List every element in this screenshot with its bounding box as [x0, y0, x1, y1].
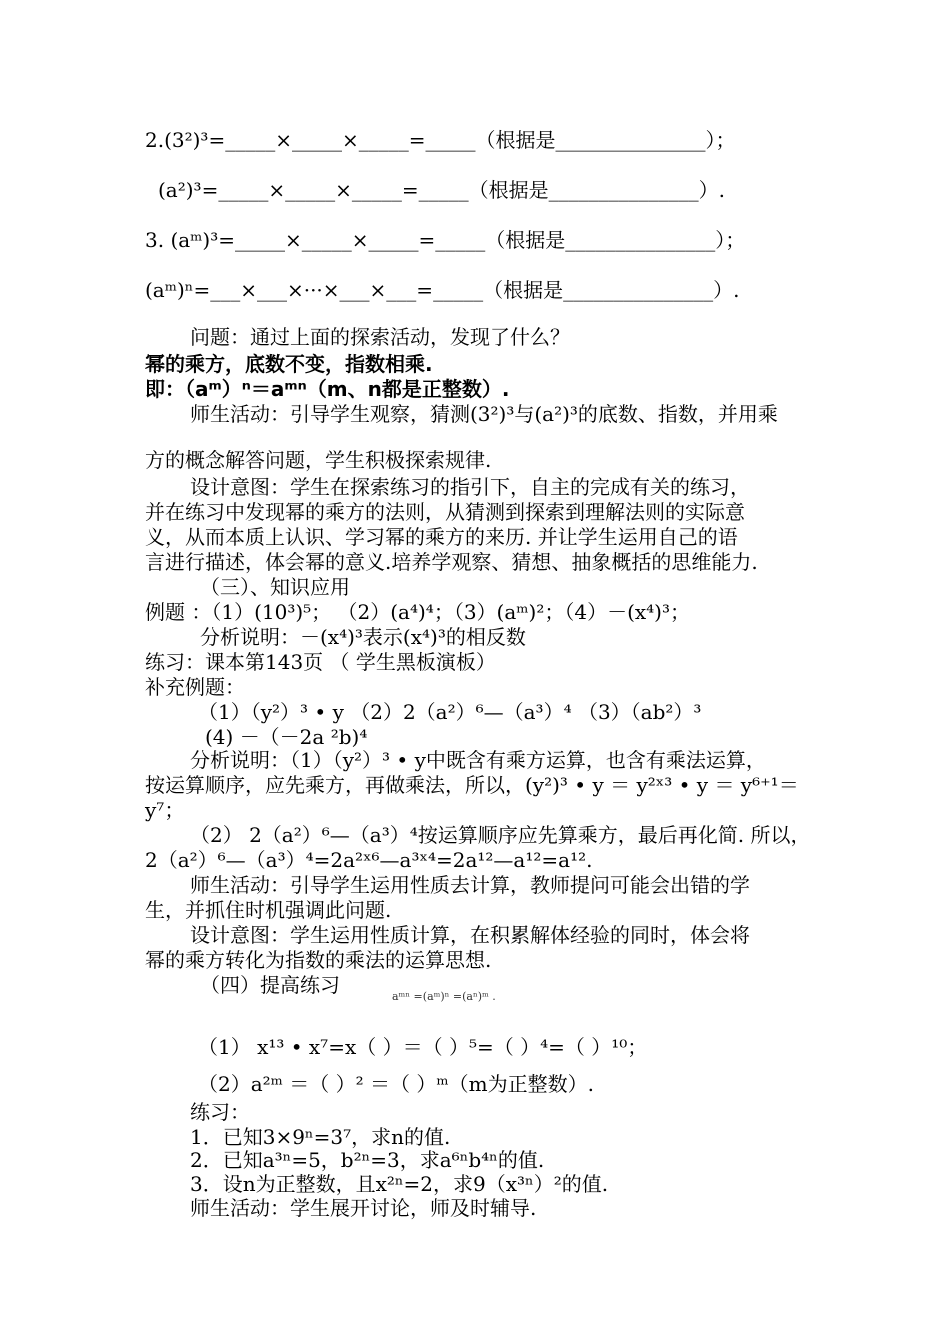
text-line: 并在练习中发现幂的乘方的法则，从猜测到探索到理解法则的实际意 [145, 500, 745, 524]
text-line: 3. (aᵐ)³=_____×_____×_____=_____（根据是_______________）； [145, 228, 746, 252]
text-line: (4) －（－2a ²b)⁴ [205, 725, 368, 749]
text-line: (aᵐ)ⁿ=___×___×···×___×___=_____（根据是_______________）. [145, 278, 740, 302]
text-line: （1）（y²）³ • y （2）2（a²）⁶—（a³）⁴ （3）（ab²）³ [198, 700, 702, 724]
text-line: 言进行描述，体会幂的意义.培养学观察、猜想、抽象概括的思维能力. [145, 550, 758, 574]
text-line: 分析说明：（1）（y²）³ • y中既含有乘方运算，也含有乘法运算， [190, 748, 766, 772]
text-line: 按运算顺序，应先乘方，再做乘法，所以，(y²)³ • y ＝ y²ˣ³ • y ＝ y⁶⁺¹＝ [145, 773, 799, 797]
text-line: （三）、知识应用 [200, 575, 350, 599]
text-line: aᵐⁿ =(aᵐ)ⁿ =(aⁿ)ᵐ . [392, 990, 496, 1003]
text-line: (a²)³=_____×_____×_____=_____（根据是_______________）. [158, 178, 725, 202]
text-line: 1．已知3×9ⁿ=3⁷，求n的值. [190, 1125, 451, 1149]
text-line: 幂的乘方转化为指数的乘法的运算思想. [145, 948, 492, 972]
text-line: 练习：课本第143页 （ 学生黑板演板） [145, 650, 496, 674]
text-line: 补充例题： [145, 675, 245, 699]
text-line: 3．设n为正整数，且x²ⁿ=2，求9（x³ⁿ）²的值. [190, 1172, 609, 1196]
text-line: （2）a²ᵐ ＝（ ）² ＝（ ）ᵐ（m为正整数）. [198, 1072, 594, 1096]
text-line: 分析说明：－(x⁴)³表示(x⁴)³的相反数 [200, 625, 526, 649]
text-line: （1） x¹³ • x⁷=x（ ）＝（ ）⁵=（ ）⁴=（ ）¹⁰； [198, 1035, 648, 1059]
text-line: 幂的乘方，底数不变，指数相乘. [145, 352, 433, 376]
text-line: 2．已知a³ⁿ=5，b²ⁿ=3，求a⁶ⁿb⁴ⁿ的值. [190, 1148, 545, 1172]
text-line: 即：（aᵐ）ⁿ＝aᵐⁿ（m、n都是正整数）. [145, 377, 510, 401]
text-line: 问题：通过上面的探索活动，发现了什么？ [190, 325, 570, 349]
text-line: （四）提高练习 [200, 973, 340, 997]
text-line: 义，从而本质上认识、学习幂的乘方的来历. 并让学生运用自己的语 [145, 525, 738, 549]
text-line: 师生活动：引导学生观察，猜测(3²)³与(a²)³的底数、指数，并用乘 [190, 402, 778, 426]
text-line: y⁷； [145, 798, 185, 822]
text-line: 2.(3²)³=_____×_____×_____=_____（根据是_______________）； [145, 128, 736, 152]
text-line: 方的概念解答问题，学生积极探索规律. [145, 448, 492, 472]
text-line: （2） 2（a²）⁶—（a³）⁴按运算顺序应先算乘方，最后再化简. 所以， [190, 823, 811, 847]
text-line: 师生活动：引导学生运用性质去计算，教师提问可能会出错的学 [190, 873, 750, 897]
text-line: 设计意图：学生运用性质计算，在积累解体经验的同时，体会将 [190, 923, 750, 947]
text-line: 生，并抓住时机强调此问题. [145, 898, 392, 922]
text-line: 2（a²）⁶—（a³）⁴=2a²ˣ⁶—a³ˣ⁴=2a¹²—a¹²=a¹². [145, 848, 593, 872]
text-line: 设计意图：学生在探索练习的指引下，自主的完成有关的练习， [190, 475, 750, 499]
text-line: 例题 ：（1）(10³)⁵； （2）(a⁴)⁴；（3）(aᵐ)²；（4）－(x⁴)³； [145, 600, 690, 624]
text-line: 师生活动：学生展开讨论，师及时辅导. [190, 1196, 537, 1220]
text-line: 练习： [190, 1100, 250, 1124]
